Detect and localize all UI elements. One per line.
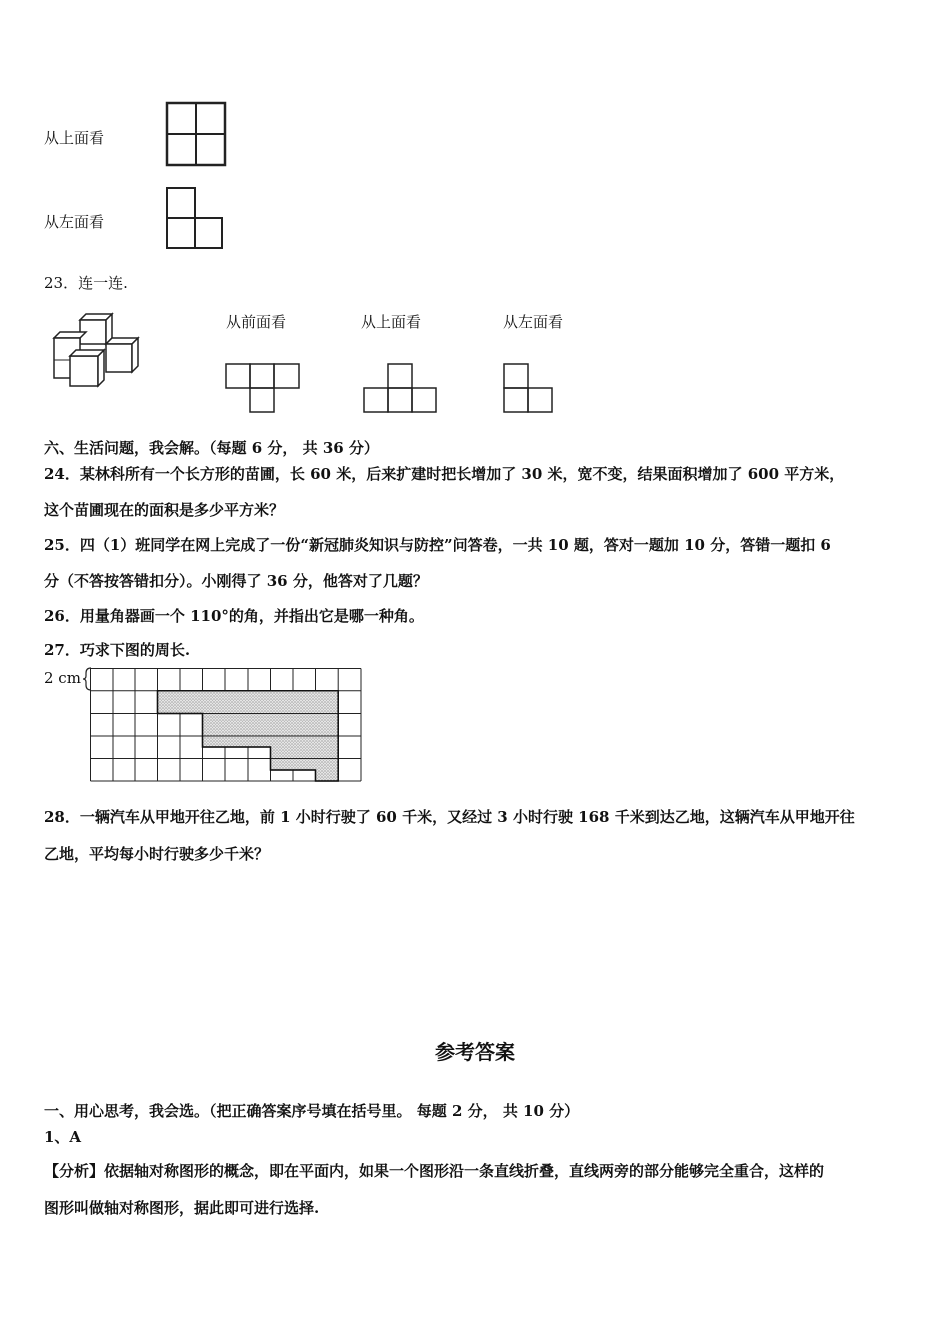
q27-grid-figure	[90, 668, 364, 784]
q23-left-label: 从左面看	[503, 313, 564, 331]
q23-top-label: 从上面看	[361, 313, 422, 331]
cube-stack-figure	[50, 310, 150, 390]
view-top-label: 从上面看	[44, 129, 105, 147]
q23-top-view	[362, 362, 442, 416]
q26-text: 26．用量角器画一个 110°的角，并指出它是哪一种角。	[44, 607, 424, 625]
q28-line1: 28．一辆汽车从甲地开往乙地，前 1 小时行驶了 60 千米，又经过 3 小时行驶 168 千米到达乙地，这辆汽车从甲地开往	[44, 808, 855, 826]
answers-title: 参考答案	[435, 1040, 515, 1064]
q27-text: 27．巧求下图的周长.	[44, 641, 191, 659]
answer-1: 1、A	[44, 1128, 82, 1146]
view-left-label: 从左面看	[44, 213, 105, 231]
q23-front-label: 从前面看	[226, 313, 287, 331]
left-view-figure	[165, 186, 227, 252]
q24-line2: 这个苗圃现在的面积是多少平方米？	[44, 501, 285, 519]
answers-section1: 一、用心思考，我会选。（把正确答案序号填在括号里。 每题 2 分， 共 10 分）	[44, 1102, 580, 1120]
analysis-line1: 【分析】依据轴对称图形的概念，即在平面内，如果一个图形沿一条直线折叠，直线两旁的部分能够完全重合，这样的	[44, 1162, 825, 1180]
q23-text: 23．连一连.	[44, 274, 128, 292]
q23-front-view	[224, 362, 304, 414]
q23-left-view	[502, 362, 558, 416]
q27-scale-label: 2 cm	[44, 669, 81, 687]
q25-line1: 25．四（1）班同学在网上完成了一份“新冠肺炎知识与防控”问答卷，一共 10 题，答对一题加 10 分，答错一题扣 6	[44, 536, 831, 554]
top-view-figure	[165, 101, 227, 167]
analysis-line2: 图形叫做轴对称图形，据此即可进行选择.	[44, 1199, 320, 1217]
q24-line1: 24．某林科所有一个长方形的苗圃，长 60 米，后来扩建时把长增加了 30 米，宽不变，结果面积增加了 600 平方米，	[44, 465, 845, 483]
section6-heading: 六、生活问题，我会解。（每题 6 分， 共 36 分）	[44, 439, 379, 457]
q25-line2: 分（不答按答错扣分）。小刚得了 36 分，他答对了几题？	[44, 572, 428, 590]
q28-line2: 乙地，平均每小时行驶多少千米？	[44, 845, 270, 863]
